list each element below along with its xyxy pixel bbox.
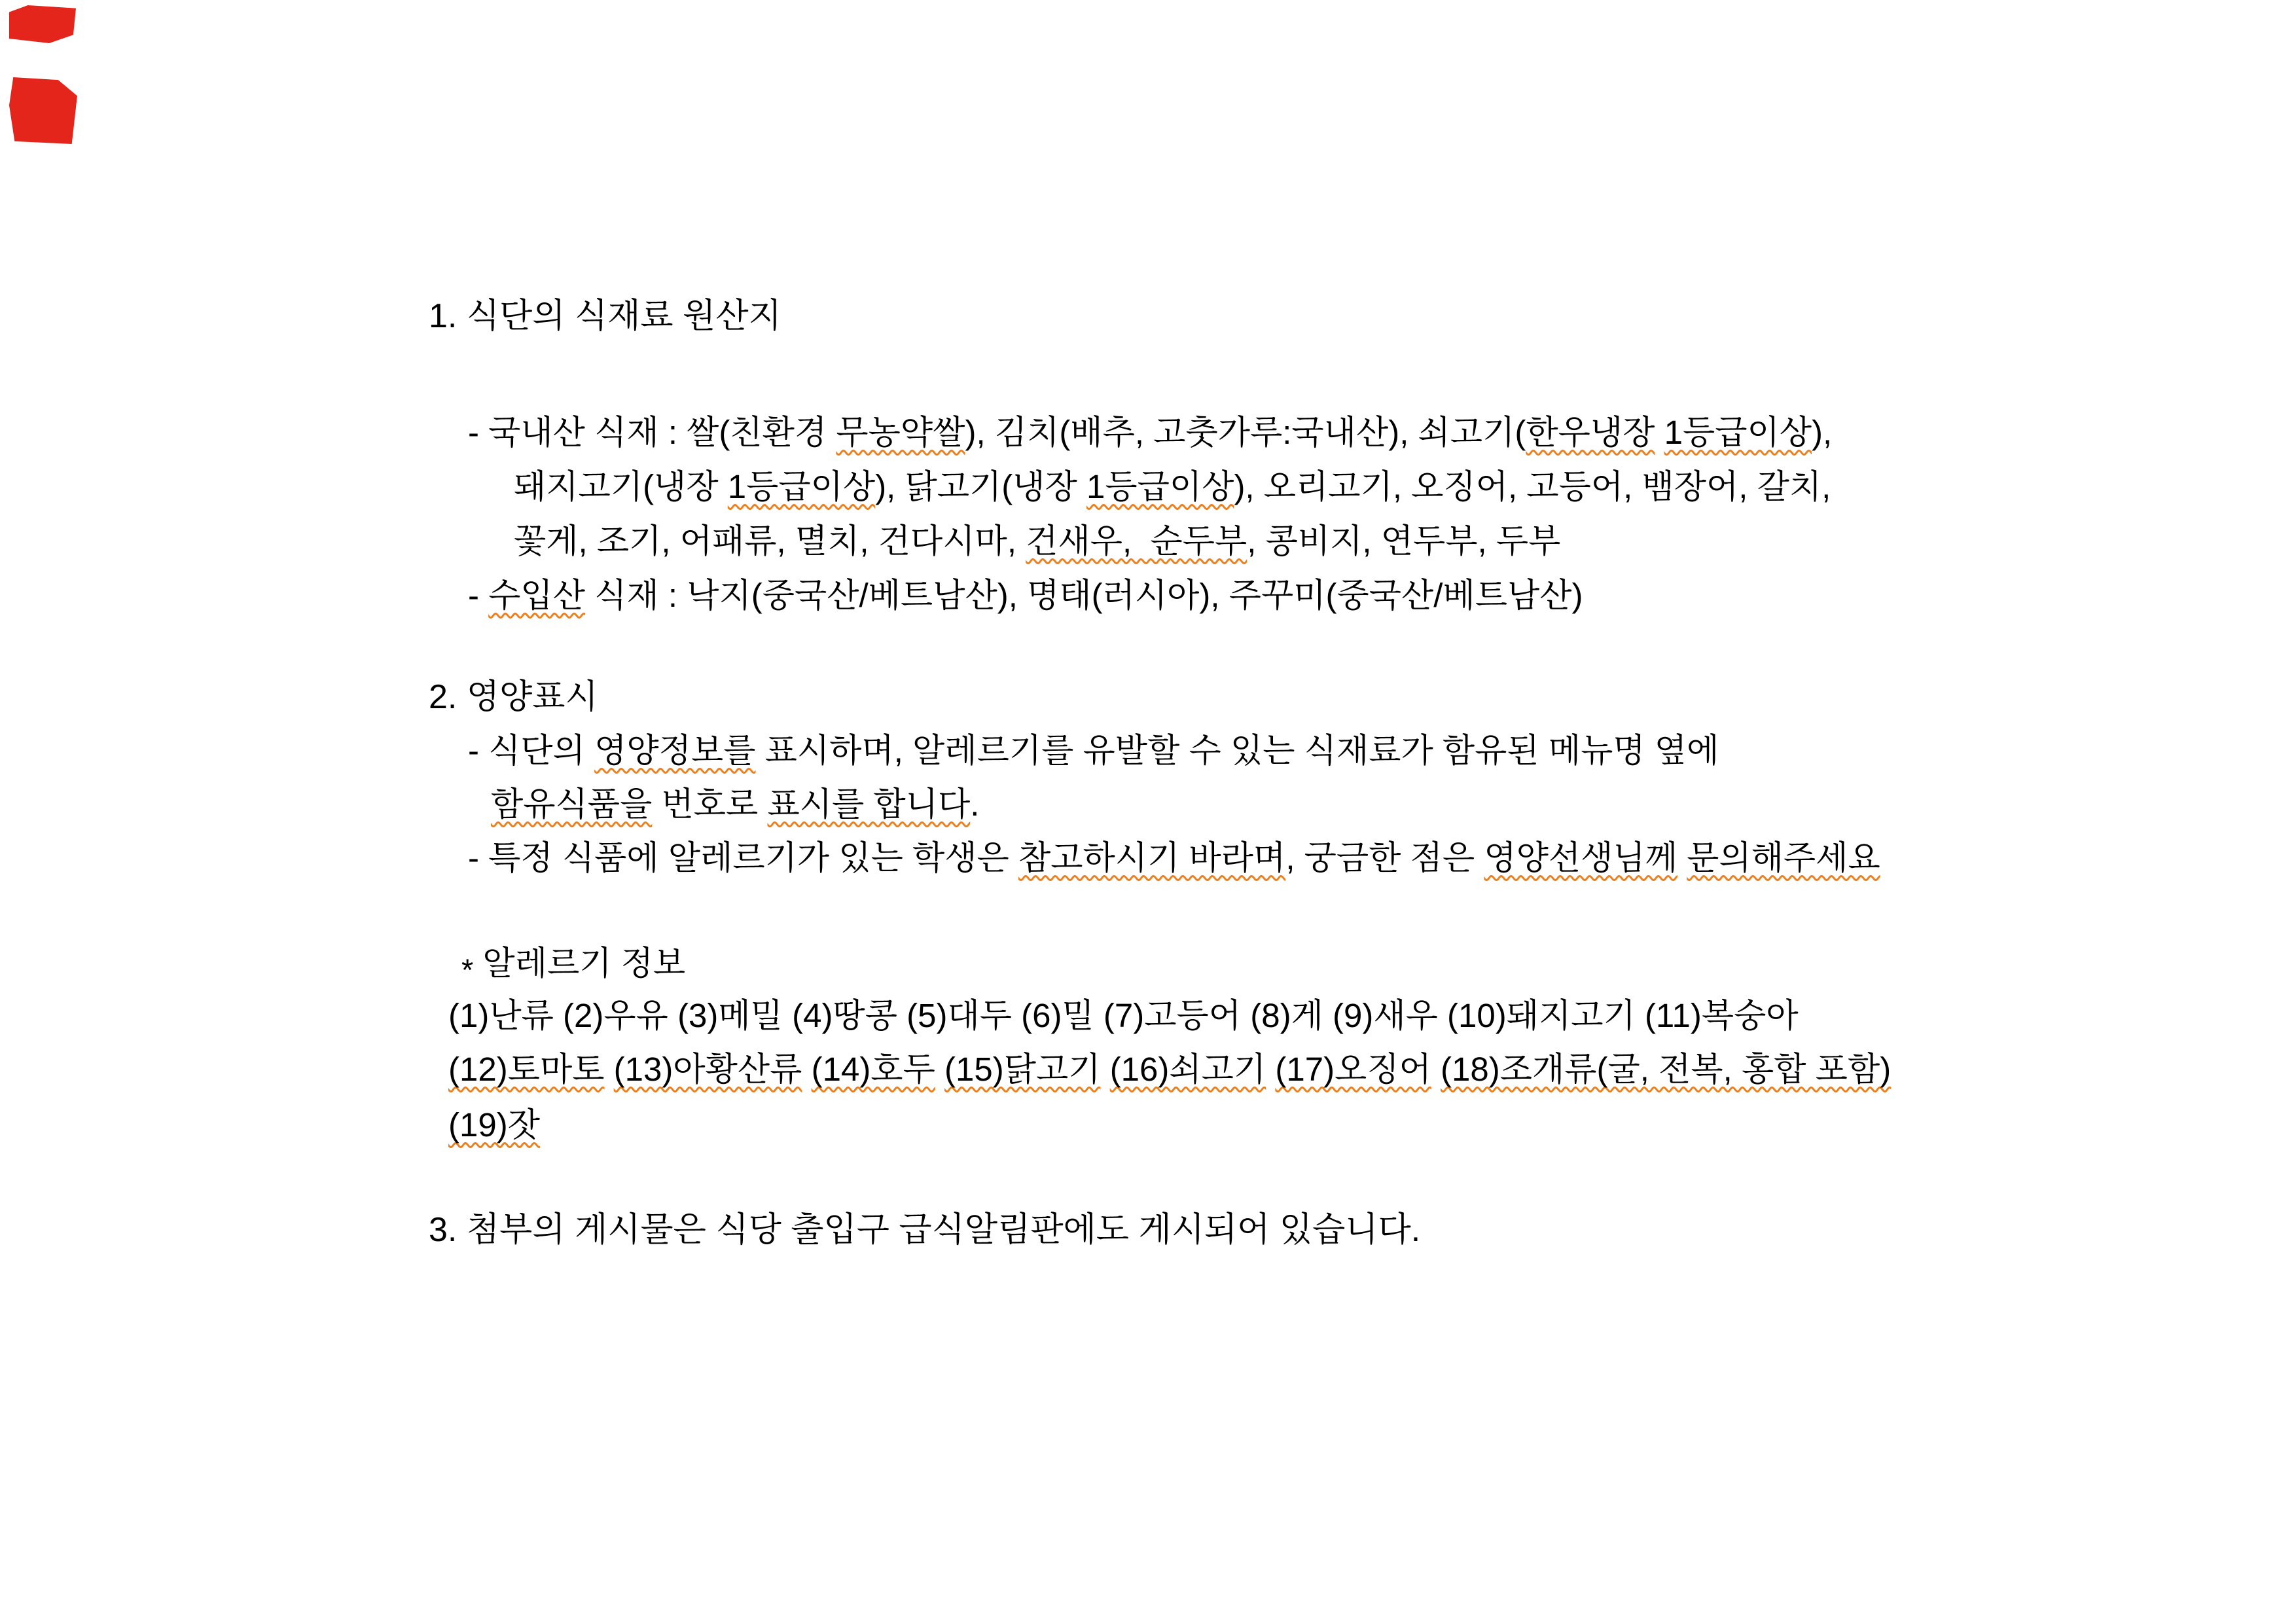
text-segment: 꽃게, 조기, 어패류, 멸치, 건다시마,	[514, 522, 1026, 560]
line-allergy-items-12-18	[448, 1049, 1891, 1090]
text-segment: (1)난류 (2)우유 (3)메밀 (4)땅콩 (5)대두 (6)밀 (7)고등어 (8)게 (9)새우 (10)돼지고기 (11)복숭아	[448, 997, 1799, 1034]
misspelled-segment: 1등급이상	[1086, 468, 1234, 505]
text-segment: 번호로	[652, 785, 768, 823]
text-segment	[935, 1051, 944, 1088]
text-segment: - 식단의	[468, 732, 595, 769]
misspelled-segment: 1등급이상	[1664, 414, 1812, 451]
misspelled-segment: (19)잣	[448, 1106, 540, 1143]
line-nutrition-info	[468, 730, 1719, 771]
text-segment	[605, 1051, 614, 1088]
text-segment	[802, 1051, 811, 1088]
misspelled-segment: (14)호두	[811, 1051, 935, 1088]
misspelled-segment: (13)아황산류	[613, 1051, 802, 1088]
misspelled-segment: 건새우, 순두부	[1026, 522, 1247, 560]
heading-nutrition-label	[429, 677, 598, 717]
misspelled-segment: 함유식품을	[491, 785, 653, 823]
misspelled-segment: 영양정보를	[594, 732, 756, 769]
misspelled-segment: 수입산	[488, 577, 585, 614]
misspelled-segment: 영양선생님께	[1484, 839, 1677, 876]
line-allergy-items-1-11	[448, 996, 1799, 1036]
misspelled-segment: (16)쇠고기	[1109, 1051, 1266, 1088]
text-segment: 3. 첨부의 게시물은 식당 출입구 급식알림판에도 게시되어 있습니다.	[429, 1211, 1421, 1249]
line-allergy-caution	[468, 838, 1880, 878]
text-segment: - 특정 식품에 알레르기가 있는 학생은	[468, 839, 1018, 876]
heading-bulletin-notice	[429, 1210, 1420, 1250]
misspelled-segment: (15)닭고기	[944, 1051, 1101, 1088]
text-segment: - 국내산 식재 : 쌀(친환경	[468, 414, 836, 451]
text-segment	[1655, 414, 1664, 451]
text-segment: ), 닭고기(냉장	[875, 468, 1086, 505]
line-imported-ingredients	[468, 575, 1583, 616]
line-domestic-ingredients	[468, 412, 1832, 453]
line-domestic-ingredients-wrap1	[514, 467, 1831, 507]
misspelled-segment: 표시를 합니다	[767, 785, 971, 823]
misspelled-segment: (17)오징어	[1275, 1051, 1431, 1088]
text-segment: , 콩비지, 연두부, 두부	[1247, 522, 1561, 560]
heading-ingredient-origin	[429, 296, 781, 336]
text-segment	[1101, 1051, 1110, 1088]
text-segment: 돼지고기(냉장	[514, 468, 728, 505]
text-segment: ),	[1812, 414, 1833, 451]
line-nutrition-info-wrap	[491, 784, 979, 825]
text-segment	[1677, 839, 1687, 876]
red-stamp-mark-top	[9, 5, 76, 43]
line-allergy-items-19	[448, 1105, 540, 1145]
misspelled-segment: (18)조개류(굴, 전복, 홍합 포함)	[1441, 1051, 1892, 1088]
misspelled-segment: 문의해주세요	[1687, 839, 1880, 876]
text-segment	[1431, 1051, 1441, 1088]
text-segment: ), 김치(배추, 고춧가루:국내산), 쇠고기(	[965, 414, 1526, 451]
text-segment: 식재 : 낙지(중국산/베트남산), 명태(러시아), 주꾸미(중국산/베트남산)	[584, 577, 1583, 614]
text-segment: 표시하며, 알레르기를 유발할 수 있는 식재료가 함유된 메뉴명 옆에	[755, 732, 1719, 769]
text-segment: 1. 식단의 식재료 원산지	[429, 297, 781, 335]
text-segment: -	[468, 577, 489, 614]
misspelled-segment: 1등급이상	[727, 468, 876, 505]
line-domestic-ingredients-wrap2	[514, 521, 1560, 562]
misspelled-segment: 참고하시기 바라며	[1018, 839, 1286, 876]
text-segment: , 궁금한 점은	[1285, 839, 1484, 876]
text-segment	[1266, 1051, 1275, 1088]
text-segment: .	[970, 785, 980, 823]
asterisk-mark: *	[461, 953, 474, 987]
line-allergy-info-title	[461, 943, 686, 987]
misspelled-segment: (12)토마토	[448, 1051, 605, 1088]
misspelled-segment: 한우냉장	[1526, 414, 1655, 451]
red-stamp-mark-bottom	[9, 77, 77, 144]
text-segment: 알레르기 정보	[473, 945, 686, 982]
text-segment: ), 오리고기, 오징어, 고등어, 뱀장어, 갈치,	[1234, 468, 1831, 505]
text-segment: 2. 영양표시	[429, 678, 598, 716]
misspelled-segment: 무농약쌀	[836, 414, 965, 451]
